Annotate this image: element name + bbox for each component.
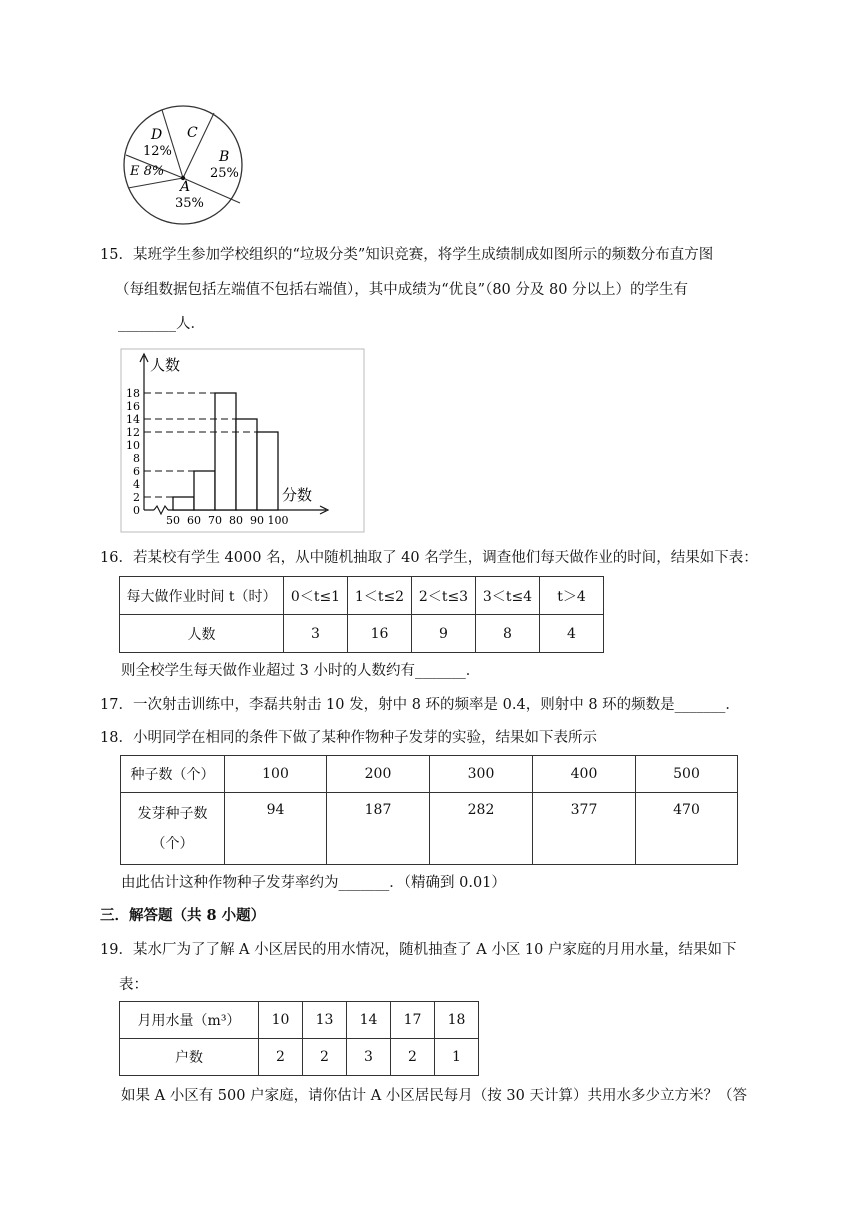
table-cell: 2 <box>259 1039 303 1076</box>
table-cell: 人数 <box>120 615 284 653</box>
histogram-bar <box>215 393 236 510</box>
table-cell: 0＜t≤1 <box>284 577 348 615</box>
histogram-chart <box>120 348 365 533</box>
q16-after: 则全校学生每天做作业超过 3 小时的人数约有_______． <box>121 663 481 679</box>
q19-table <box>119 1001 479 1076</box>
table-cell: 月用水量（m³） <box>120 1002 259 1039</box>
table-cell: 种子数（个） <box>121 756 225 793</box>
y-tick-label: 16 <box>126 400 140 413</box>
table-cell: 10 <box>259 1002 303 1039</box>
y-tick-label: 4 <box>133 478 140 491</box>
table-row <box>121 793 738 865</box>
q18-after: 由此估计这种作物种子发芽率约为_______．（精确到 0.01） <box>121 875 506 891</box>
table-cell: 4 <box>540 615 604 653</box>
table-cell: 200 <box>327 756 430 793</box>
pie-label-b: B <box>219 149 230 165</box>
y-tick-label: 6 <box>133 465 140 478</box>
y-tick-label: 0 <box>133 504 140 517</box>
table-cell: t＞4 <box>540 577 604 615</box>
table-cell: 470 <box>636 793 738 865</box>
table-cell: 100 <box>225 756 327 793</box>
table-cell: 3 <box>347 1039 391 1076</box>
table-cell: 8 <box>476 615 540 653</box>
table-cell <box>121 793 225 865</box>
table-cell: 94 <box>225 793 327 865</box>
pie-label-d-pct: 12% <box>143 144 172 159</box>
table-row <box>120 1039 479 1076</box>
pie-label-b-pct: 25% <box>210 166 239 181</box>
table-cell: 2 <box>303 1039 347 1076</box>
table-row <box>121 756 738 793</box>
table-cell: 2 <box>391 1039 435 1076</box>
q15-line1: 15．某班学生参加学校组织的“垃圾分类”知识竞赛，将学生成绩制成如图所示的频数分布直方图 <box>100 247 714 263</box>
histogram-bar <box>173 497 194 510</box>
y-tick-label: 10 <box>126 439 140 452</box>
pie-label-d: D <box>151 127 163 143</box>
table-cell: 18 <box>435 1002 479 1039</box>
table-cell: 3＜t≤4 <box>476 577 540 615</box>
table-row <box>120 1002 479 1039</box>
pie-label-a: A <box>180 179 191 195</box>
table-cell: 户数 <box>120 1039 259 1076</box>
y-tick-label: 12 <box>126 426 140 439</box>
pie-label-a-pct: 35% <box>175 196 204 211</box>
table-cell: 14 <box>347 1002 391 1039</box>
q18-row-label-1: 发芽种子数 <box>137 805 208 822</box>
x-tick-label: 80 <box>229 514 243 527</box>
table-cell: 16 <box>348 615 412 653</box>
q15-line3: ________人． <box>118 316 205 332</box>
y-tick-label: 18 <box>126 387 140 400</box>
table-cell: 500 <box>636 756 738 793</box>
q18-row-label-2: （个） <box>151 835 194 852</box>
table-cell: 3 <box>284 615 348 653</box>
x-tick-label: 100 <box>267 514 289 527</box>
y-tick-label: 2 <box>133 491 140 504</box>
q16-table <box>119 576 604 653</box>
histogram-bar <box>194 471 215 510</box>
pie-label-c: C <box>187 125 198 141</box>
y-tick-label: 8 <box>133 452 140 465</box>
q19-line1: 19．某水厂为了了解 A 小区居民的用水情况，随机抽查了 A 小区 10 户家庭的月用水量，结果如下 <box>100 942 737 958</box>
x-axis-title: 分数 <box>282 486 313 504</box>
q19-line2: 表： <box>119 977 148 993</box>
q18-table <box>120 755 738 865</box>
table-cell: 1＜t≤2 <box>348 577 412 615</box>
x-tick-label: 90 <box>250 514 264 527</box>
q19-after: 如果 A 小区有 500 户家庭，请你估计 A 小区居民每月（按 30 天计算）共用水多少立方米？（答 <box>121 1088 747 1104</box>
q16-line1: 16．若某校有学生 4000 名，从中随机抽取了 40 名学生，调查他们每天做作业的时间，结果如下表： <box>100 550 758 566</box>
table-cell: 每大做作业时间 t（时） <box>120 577 284 615</box>
table-cell: 2＜t≤3 <box>412 577 476 615</box>
q17-line1: 17．一次射击训练中，李磊共射击 10 发，射中 8 环的频率是 0.4，则射中 8 环的频数是_______． <box>100 697 740 713</box>
section-heading: 三．解答题（共 8 小题） <box>100 907 266 924</box>
histogram-bar <box>257 432 278 510</box>
x-tick-label: 50 <box>166 514 180 527</box>
table-row <box>120 615 604 653</box>
histogram-bar <box>236 419 257 510</box>
table-row <box>120 577 604 615</box>
pie-chart <box>122 103 246 229</box>
y-axis-title: 人数 <box>150 356 181 374</box>
table-cell: 400 <box>533 756 636 793</box>
x-tick-label: 60 <box>187 514 201 527</box>
table-cell: 1 <box>435 1039 479 1076</box>
table-cell: 282 <box>430 793 533 865</box>
table-cell: 17 <box>391 1002 435 1039</box>
pie-divider-4 <box>128 178 183 188</box>
table-cell: 13 <box>303 1002 347 1039</box>
q15-line2: （每组数据包括左端值不包括右端值），其中成绩为“优良”（80 分及 80 分以上）的学生有 <box>115 282 689 298</box>
x-tick-label: 70 <box>208 514 222 527</box>
table-cell: 187 <box>327 793 430 865</box>
q18-line1: 18．小明同学在相同的条件下做了某种作物种子发芽的实验，结果如下表所示 <box>100 730 597 746</box>
table-cell: 300 <box>430 756 533 793</box>
pie-label-e: E 8% <box>130 164 165 179</box>
table-cell: 9 <box>412 615 476 653</box>
table-cell: 377 <box>533 793 636 865</box>
y-tick-label: 14 <box>126 413 140 426</box>
